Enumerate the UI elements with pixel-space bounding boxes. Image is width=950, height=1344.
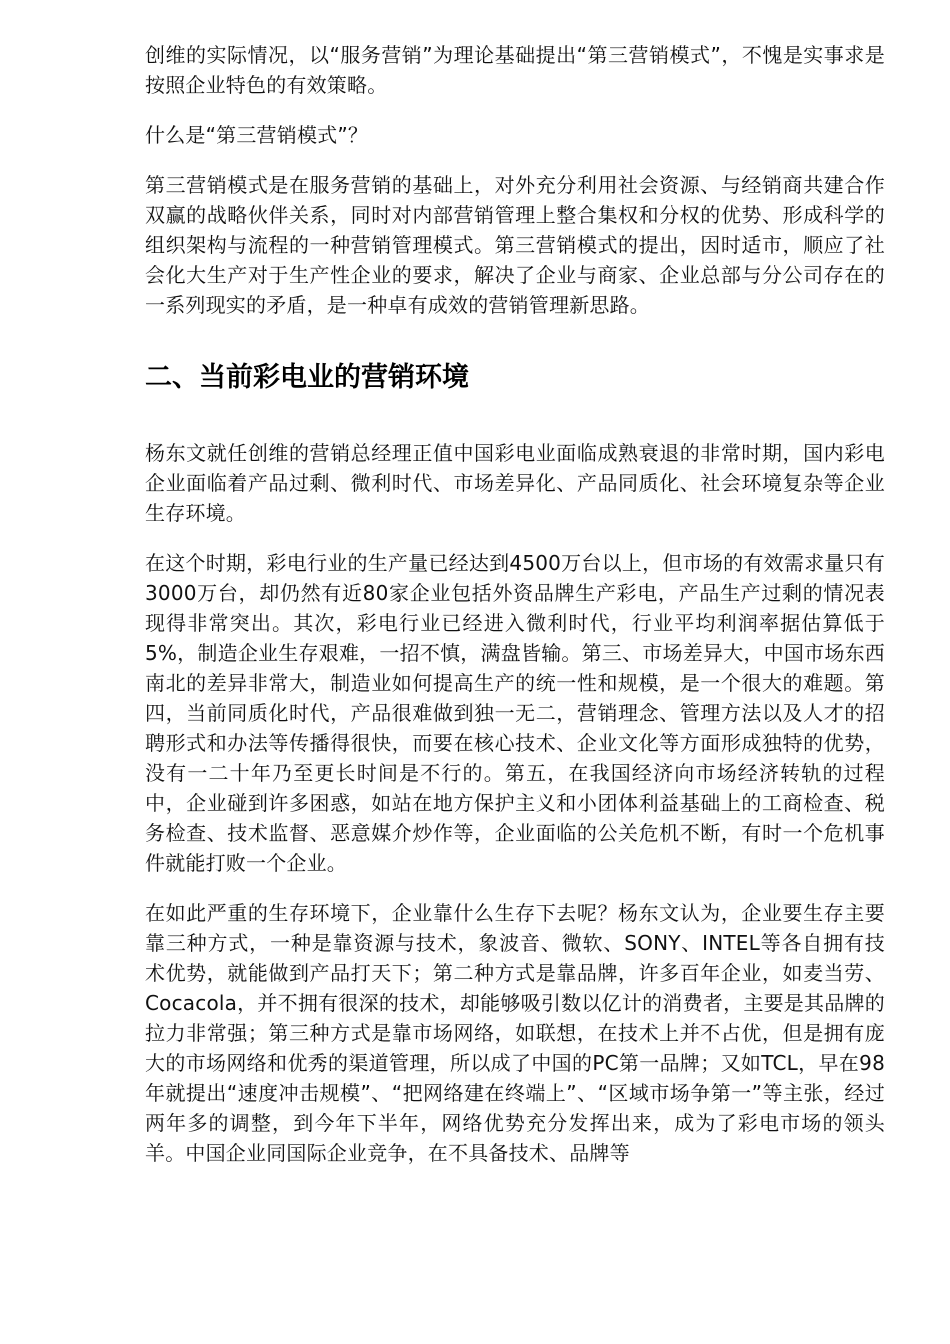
section-heading: 二、当前彩电业的营销环境 bbox=[145, 362, 469, 393]
paragraph-intro: 创维的实际情况，以“服务营销”为理论基础提出“第三营销模式”，不愧是实事求是按照企业特色的有效策略。 bbox=[145, 43, 885, 97]
paragraph-market-context: 杨东文就任创维的营销总经理正值中国彩电业面临成熟衰退的非常时期，国内彩电企业面临着产品过剩、微利时代、市场差异化、产品同质化、社会环境复杂等企业生存环境。 bbox=[145, 441, 885, 525]
paragraph-question: 什么是“第三营销模式”？ bbox=[145, 123, 369, 147]
paragraph-survival-methods: 在如此严重的生存环境下，企业靠什么生存下去呢？杨东文认为，企业要生存主要靠三种方式，一种是靠资源与技术，象波音、微软、SONY、INTEL等各自拥有技术优势，就能做到产品打天下；第二种方式是靠品牌，许多百年企业，如麦当劳、Cocacola，并不拥有很深的技术，却能够吸引数以亿计的消费者，主要是其品牌的拉力非常强；第三种方式是靠市场网络，如联想，在技术上并不占优，但是拥有庞大的市场网络和优秀的渠道管理，所以成了中国的PC第一品牌；又如TCL，早在98年就提出“速度冲击规模”、“把网络建在终端上”、“区域市场争第一”等主张，经过两年多的调整，到今年下半年，网络优势充分发挥出来，成为了彩电市场的领头羊。中国企业同国际企业竞争，在不具备技术、品牌等 bbox=[145, 901, 885, 1165]
document-page bbox=[145, 40, 885, 1168]
paragraph-definition: 第三营销模式是在服务营销的基础上，对外充分利用社会资源、与经销商共建合作双赢的战略伙伴关系，同时对内部营销管理上整合集权和分权的优势、形成科学的组织架构与流程的一种营销管理模式。第三营销模式的提出，因时适市，顺应了社会化大生产对于生产性企业的要求，解决了企业与商家、企业总部与分公司存在的一系列现实的矛盾，是一种卓有成效的营销管理新思路。 bbox=[145, 173, 885, 317]
paragraph-industry-problems: 在这个时期，彩电行业的生产量已经达到4500万台以上，但市场的有效需求量只有3000万台，却仍然有近80家企业包括外资品牌生产彩电，产品生产过剩的情况表现得非常突出。其次，彩电行业已经进入微利时代，行业平均利润率据估算低于5%，制造企业生存艰难，一招不慎，满盘皆输。第三、市场差异大，中国市场东西南北的差异非常大，制造业如何提高生产的统一性和规模，是一个很大的难题。第四，当前同质化时代，产品很难做到独一无二，营销理念、管理方法以及人才的招聘形式和办法等传播得很快，而要在核心技术、企业文化等方面形成独特的优势，没有一二十年乃至更长时间是不行的。第五，在我国经济向市场经济转轨的过程中，企业碰到许多困惑，如站在地方保护主义和小团体利益基础上的工商检查、税务检查、技术监督、恶意媒介炒作等，企业面临的公关危机不断，有时一个危机事件就能打败一个企业。 bbox=[145, 551, 885, 875]
